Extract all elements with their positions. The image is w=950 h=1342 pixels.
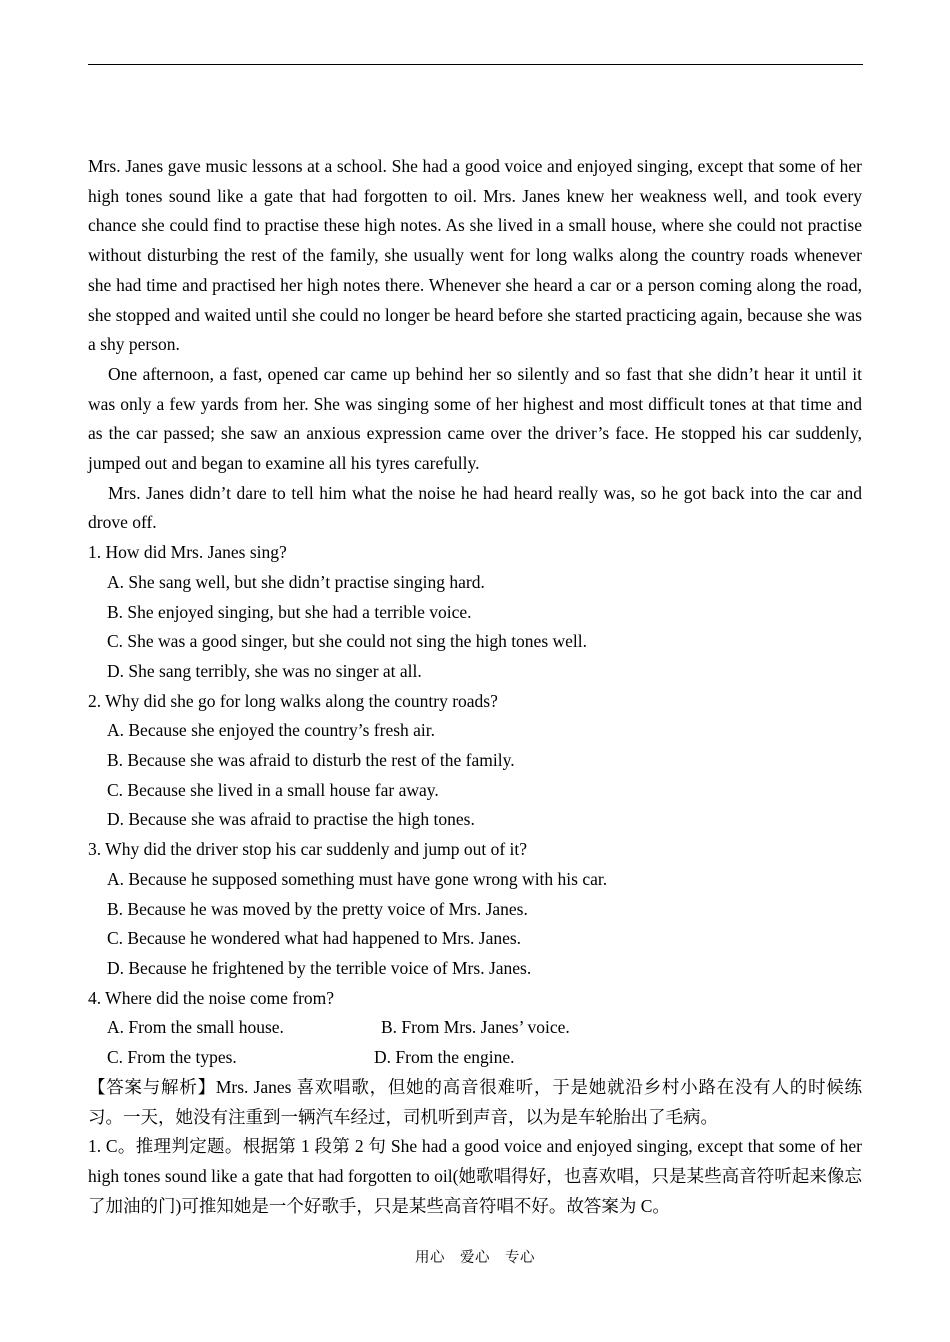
option-a: A. She sang well, but she didn’t practise singing hard. bbox=[107, 571, 485, 592]
option-c: C. Because she lived in a small house far away. bbox=[107, 779, 439, 800]
page-footer: 用心 爱心 专心 bbox=[415, 1250, 535, 1266]
question-1 bbox=[88, 538, 862, 687]
passage-paragraph-3: Mrs. Janes didn’t dare to tell him what the noise he had heard really was, so he got back into the car and drove off. bbox=[88, 482, 862, 533]
question-text: 3. Why did the driver stop his car suddenly and jump out of it? bbox=[88, 839, 528, 860]
question-3 bbox=[88, 835, 862, 984]
question-2 bbox=[88, 687, 862, 836]
option-a: A. From the small house. bbox=[107, 1017, 284, 1038]
option-c: C. Because he wondered what had happened to Mrs. Janes. bbox=[107, 928, 522, 949]
answer-summary: 【答案与解析】Mrs. Janes 喜欢唱歌，但她的高音很难听，于是她就沿乡村小路在没有人的时候练习。一天，她没有注重到一辆汽车经过，司机听到声音，以为是车轮胎出了毛病。 bbox=[88, 1076, 862, 1127]
option-row-ab bbox=[88, 1013, 862, 1043]
option-b: B. From Mrs. Janes’ voice. bbox=[381, 1017, 570, 1038]
passage-paragraph-2: One afternoon, a fast, opened car came up behind her so silently and so fast that she didn’t hear it until it was only a few yards from her. She was singing some of her highest and most difficult tones at that time and as the car passed; she saw an anxious expression came over the driver’s face. He stopped his car suddenly, jumped out and began to examine all his tyres carefully. bbox=[88, 363, 862, 474]
option-row-cd bbox=[88, 1043, 862, 1073]
option-b: B. Because he was moved by the pretty voice of Mrs. Janes. bbox=[107, 898, 528, 919]
passage-paragraph-1: Mrs. Janes gave music lessons at a school. She had a good voice and enjoyed singing, except that some of her high tones sound like a gate that had forgotten to oil. Mrs. Janes knew her weakness well, and took every chance she could find to practise these high notes. As she lived in a small house, where she could not practise without disturbing the rest of the family, she usually went for long walks along the country roads whenever she had time and practised her high notes there. Whenever she heard a car or a person coming along the road, she stopped and waited until she could no longer be heard before she started practicing again, because she was a shy person. bbox=[88, 156, 862, 355]
question-text: 4. Where did the noise come from? bbox=[88, 987, 335, 1008]
option-d: D. Because she was afraid to practise the high tones. bbox=[107, 809, 475, 830]
document-body bbox=[88, 152, 862, 1221]
option-a: A. Because he supposed something must have gone wrong with his car. bbox=[107, 868, 608, 889]
option-d: D. Because he frightened by the terrible voice of Mrs. Janes. bbox=[107, 957, 532, 978]
answer-item-1: 1. C。推理判定题。根据第 1 段第 2 句 She had a good voice and enjoyed singing, except that some of her high tones sound like a gate that had forgotten to oil(她歌唱得好，也喜欢唱，只是某些高音符听起来像忘了加油的门)可推知她是一个好歌手，只是某些高音符唱不好。故答案为 C。 bbox=[88, 1136, 862, 1216]
option-b: B. Because she was afraid to disturb the rest of the family. bbox=[107, 750, 515, 771]
option-b: B. She enjoyed singing, but she had a terrible voice. bbox=[107, 601, 472, 622]
question-4 bbox=[88, 984, 862, 1073]
question-text: 1. How did Mrs. Janes sing? bbox=[88, 542, 287, 563]
header-rule bbox=[88, 64, 863, 65]
option-d: D. She sang terribly, she was no singer at all. bbox=[107, 660, 422, 681]
option-c: C. From the types. bbox=[107, 1047, 237, 1068]
option-d: D. From the engine. bbox=[374, 1047, 515, 1068]
option-a: A. Because she enjoyed the country’s fresh air. bbox=[107, 720, 436, 741]
question-text: 2. Why did she go for long walks along the country roads? bbox=[88, 690, 498, 711]
option-c: C. She was a good singer, but she could not sing the high tones well. bbox=[107, 631, 588, 652]
